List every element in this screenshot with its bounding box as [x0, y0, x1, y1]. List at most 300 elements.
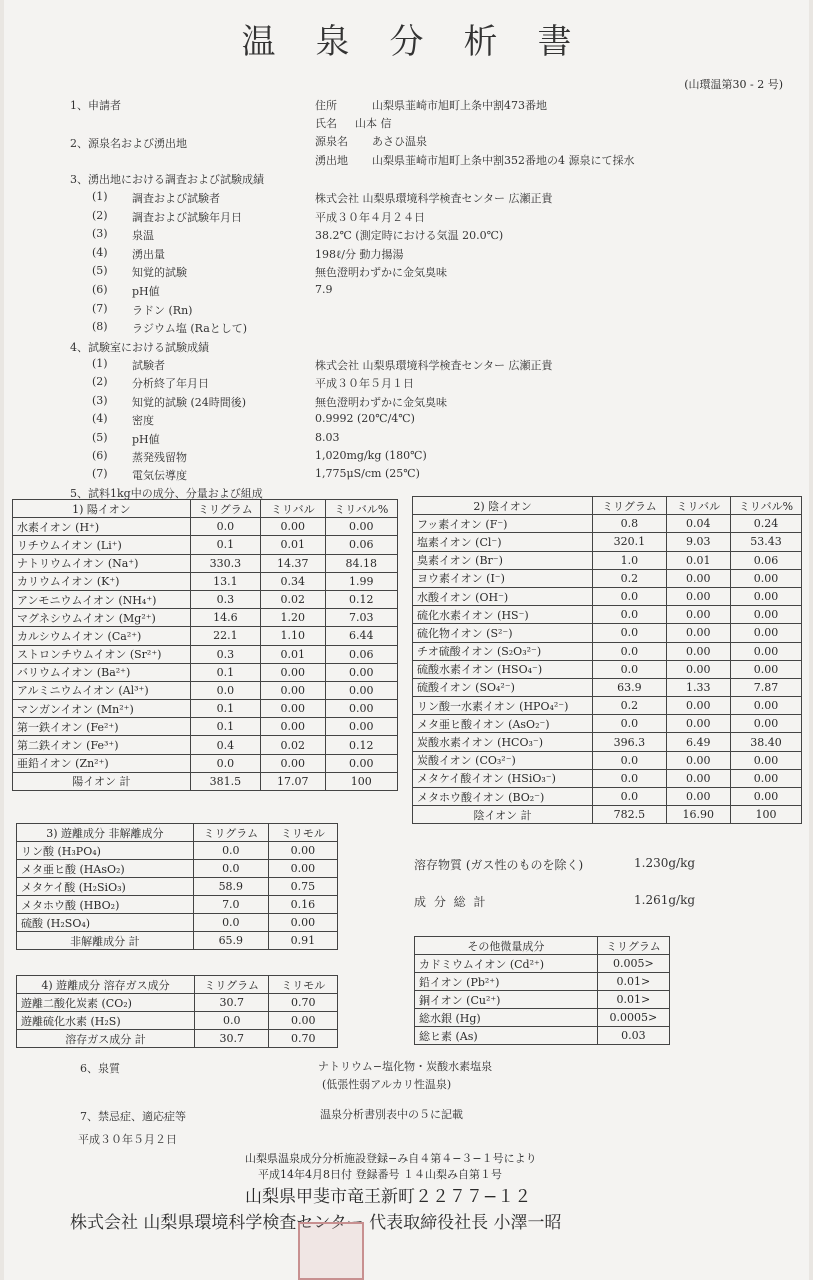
table-row: [17, 878, 338, 896]
table-row: [413, 515, 802, 533]
s4-item-number: (3): [92, 393, 108, 407]
table-row: [13, 572, 398, 590]
table-row: [17, 932, 338, 950]
table-cell: 0.00: [730, 606, 801, 624]
table-cell: 4) 遊離成分 溶存ガス成分: [17, 976, 195, 994]
table-cell: 0.0: [593, 606, 667, 624]
table-cell: 陽イオン 計: [13, 772, 191, 790]
table-cell: 9.03: [666, 533, 730, 551]
table-cell: 7.03: [325, 609, 397, 627]
s4-item-value: 平成３０年５月１日: [315, 377, 414, 391]
table-row: [13, 718, 398, 736]
table-cell: メタホウ酸 (HBO₂): [17, 896, 194, 914]
table-cell: 0.06: [325, 536, 397, 554]
grand-total-label: 成 分 総 計: [414, 895, 488, 909]
company-name: 株式会社 山梨県環境科学検査センター 代表取締役社長 小澤一昭: [70, 1213, 562, 1233]
table-row: [13, 609, 398, 627]
table-cell: バリウムイオン (Ba²⁺): [13, 663, 191, 681]
table-cell: 0.0: [593, 660, 667, 678]
table-row: [17, 914, 338, 932]
table-cell: ナトリウムイオン (Na⁺): [13, 554, 191, 572]
table-cell: 0.70: [269, 994, 338, 1012]
table-cell: 0.00: [730, 715, 801, 733]
table-cell: 0.0: [193, 914, 268, 932]
table-cell: 0.00: [666, 697, 730, 715]
table-cell: チオ硫酸イオン (S₂O₃²⁻): [413, 642, 593, 660]
table-cell: 0.12: [325, 736, 397, 754]
s3-item-number: (2): [92, 208, 108, 222]
table-row: [13, 554, 398, 572]
source-name: あさひ温泉: [372, 135, 427, 148]
section-5-heading: 5、試料1kg中の成分、分量および組成: [70, 487, 263, 500]
table-cell: 7.87: [730, 678, 801, 696]
table-cell: 330.3: [190, 554, 260, 572]
table-cell: 0.03: [597, 1027, 669, 1045]
table-cell: 0.1: [190, 663, 260, 681]
table-cell: 0.0005>: [597, 1009, 669, 1027]
table-cell: 0.00: [666, 751, 730, 769]
table-cell: 臭素イオン (Br⁻): [413, 551, 593, 569]
table-row: [17, 1012, 338, 1030]
table-cell: 17.07: [261, 772, 326, 790]
s3-item-label: pH値: [132, 285, 160, 298]
s3-item-number: (6): [92, 283, 108, 296]
table-cell: 非解離成分 計: [17, 932, 194, 950]
table-row: [415, 973, 670, 991]
table-cell: 0.0: [593, 769, 667, 787]
table-row: [17, 994, 338, 1012]
s3-item-value: 198ℓ/分 動力揚湯: [315, 247, 404, 261]
company-address: 山梨県甲斐市竜王新町２２７７−１２: [245, 1187, 532, 1207]
table-row: [17, 824, 338, 842]
table-cell: 0.1: [190, 700, 260, 718]
spring-quality: ナトリウム−塩化物・炭酸水素塩泉: [318, 1060, 493, 1073]
registration-line-2: 平成14年4月8日付 登録番号 １４山梨み自第１号: [258, 1168, 502, 1181]
table-row: [17, 976, 338, 994]
table-cell: 53.43: [730, 533, 801, 551]
source-name-label: 源泉名: [315, 135, 348, 148]
table-cell: 13.1: [190, 572, 260, 590]
table-row: [17, 860, 338, 878]
table-cell: 銅イオン (Cu²⁺): [415, 991, 598, 1009]
table-cell: 84.18: [325, 554, 397, 572]
s3-item-value: 無色澄明わずかに金気臭味: [315, 266, 447, 280]
s3-item-value: 7.9: [315, 283, 333, 296]
table-row: [13, 772, 398, 790]
table-cell: 総水銀 (Hg): [415, 1009, 598, 1027]
table-row: [13, 627, 398, 645]
table-cell: 0.0: [593, 587, 667, 605]
s3-item-number: (7): [92, 301, 108, 315]
registration-line-1: 山梨県温泉成分分析施設登録−み自４第４−３−１号により: [245, 1152, 537, 1165]
table-cell: 6.44: [325, 627, 397, 645]
table-row: [13, 754, 398, 772]
indications-note: 温泉分析書別表中の５に記載: [320, 1108, 463, 1121]
table-cell: 総ヒ素 (As): [415, 1027, 598, 1045]
table-cell: 0.01: [261, 536, 326, 554]
undissociated-table: [16, 823, 338, 950]
table-cell: 396.3: [593, 733, 667, 751]
table-row: [413, 788, 802, 806]
table-cell: 0.00: [730, 642, 801, 660]
anion-table: [412, 496, 802, 824]
table-cell: ミリグラム: [193, 824, 268, 842]
table-cell: ミリバル%: [730, 497, 801, 515]
table-cell: 0.00: [325, 663, 397, 681]
table-cell: 7.0: [193, 896, 268, 914]
s3-item-value: 株式会社 山梨県環境科学検査センター 広瀬正貴: [315, 192, 553, 205]
table-cell: 0.0: [194, 1012, 268, 1030]
table-cell: 63.9: [593, 678, 667, 696]
table-cell: 0.1: [190, 718, 260, 736]
table-cell: 0.16: [268, 896, 337, 914]
s4-item-value: 0.9992 (20℃/4℃): [315, 412, 415, 426]
s4-item-label: 密度: [132, 414, 154, 428]
table-cell: 0.0: [190, 518, 260, 536]
s3-item-label: ラドン (Rn): [132, 303, 193, 317]
table-cell: 3) 遊離成分 非解離成分: [17, 824, 194, 842]
applicant-name-label: 氏名: [315, 117, 337, 130]
table-cell: 100: [325, 772, 397, 790]
trace-components-table: [414, 936, 670, 1045]
table-row: [413, 715, 802, 733]
table-cell: 0.00: [325, 518, 397, 536]
table-cell: 0.01: [261, 645, 326, 663]
document-title: 温泉分析書: [241, 22, 612, 62]
table-cell: 0.3: [190, 590, 260, 608]
table-cell: 0.06: [325, 645, 397, 663]
table-cell: 0.00: [666, 624, 730, 642]
table-cell: 第二鉄イオン (Fe³⁺): [13, 736, 191, 754]
s4-item-value: 1,020mg/kg (180℃): [315, 449, 427, 462]
table-row: [13, 681, 398, 699]
table-cell: 0.02: [261, 590, 326, 608]
table-cell: 0.00: [261, 518, 326, 536]
grand-total-value: 1.261g/kg: [634, 893, 696, 907]
table-cell: 第一鉄イオン (Fe²⁺): [13, 718, 191, 736]
applicant-name: 山本 信: [355, 117, 392, 130]
table-cell: ストロンチウムイオン (Sr²⁺): [13, 645, 191, 663]
table-cell: 1.33: [666, 678, 730, 696]
table-cell: 14.6: [190, 609, 260, 627]
table-cell: 0.3: [190, 645, 260, 663]
table-cell: 0.8: [593, 515, 667, 533]
table-cell: 0.01>: [597, 991, 669, 1009]
table-cell: 0.00: [666, 642, 730, 660]
table-cell: 0.00: [730, 587, 801, 605]
s4-item-number: (5): [92, 430, 108, 444]
table-row: [17, 1030, 338, 1048]
table-cell: 58.9: [193, 878, 268, 896]
table-cell: ミリグラム: [597, 937, 669, 955]
table-cell: リチウムイオン (Li⁺): [13, 536, 191, 554]
table-cell: 0.01: [666, 551, 730, 569]
table-cell: 0.00: [666, 715, 730, 733]
table-row: [13, 736, 398, 754]
table-cell: カリウムイオン (K⁺): [13, 572, 191, 590]
s4-item-number: (6): [92, 449, 108, 462]
table-cell: メタホウ酸イオン (BO₂⁻): [413, 788, 593, 806]
table-cell: 遊離二酸化炭素 (CO₂): [17, 994, 195, 1012]
table-cell: 0.0: [593, 624, 667, 642]
table-cell: 0.00: [325, 681, 397, 699]
table-cell: 0.0: [593, 642, 667, 660]
table-cell: 0.00: [268, 914, 337, 932]
table-cell: 0.00: [268, 860, 337, 878]
table-row: [413, 533, 802, 551]
cation-table: [12, 499, 398, 791]
table-cell: 0.0: [190, 681, 260, 699]
table-cell: 陰イオン 計: [413, 806, 593, 824]
table-cell: アルミニウムイオン (Al³⁺): [13, 681, 191, 699]
table-cell: 2) 陰イオン: [413, 497, 593, 515]
table-cell: 1.99: [325, 572, 397, 590]
table-row: [13, 518, 398, 536]
table-cell: ミリモル: [269, 976, 338, 994]
table-row: [413, 733, 802, 751]
table-row: [13, 590, 398, 608]
table-row: [415, 955, 670, 973]
s3-item-label: 湧出量: [132, 247, 165, 261]
table-cell: フッ素イオン (F⁻): [413, 515, 593, 533]
s3-item-number: (4): [92, 245, 108, 259]
table-row: [413, 569, 802, 587]
table-row: [413, 769, 802, 787]
table-cell: 0.0: [190, 754, 260, 772]
table-cell: 0.12: [325, 590, 397, 608]
table-cell: 0.34: [261, 572, 326, 590]
s3-item-number: (1): [92, 190, 108, 203]
table-cell: 0.00: [730, 788, 801, 806]
table-row: [413, 551, 802, 569]
table-row: [13, 645, 398, 663]
table-cell: リン酸一水素イオン (HPO₄²⁻): [413, 697, 593, 715]
table-row: [17, 842, 338, 860]
section-2-heading: 2、源泉名および湧出地: [70, 137, 187, 150]
table-cell: 0.00: [268, 842, 337, 860]
table-cell: 65.9: [193, 932, 268, 950]
table-cell: 782.5: [593, 806, 667, 824]
s4-item-label: 知覚的試験 (24時間後): [132, 395, 247, 409]
table-cell: メタケイ酸 (H₂SiO₃): [17, 878, 194, 896]
table-cell: メタケイ酸イオン (HSiO₃⁻): [413, 769, 593, 787]
table-cell: 30.7: [194, 1030, 268, 1048]
table-cell: ミリバル: [261, 500, 326, 518]
table-cell: 0.00: [730, 769, 801, 787]
table-row: [413, 751, 802, 769]
table-row: [413, 624, 802, 642]
table-cell: 0.24: [730, 515, 801, 533]
section-7-heading: 7、禁忌症、適応症等: [80, 1110, 186, 1123]
s4-item-value: 株式会社 山梨県環境科学検査センター 広瀬正貴: [315, 359, 553, 372]
table-cell: 30.7: [194, 994, 268, 1012]
s4-item-label: pH値: [132, 432, 160, 446]
table-cell: 0.0: [193, 842, 268, 860]
table-cell: 0.91: [268, 932, 337, 950]
table-cell: 0.2: [593, 697, 667, 715]
table-cell: 0.00: [666, 769, 730, 787]
table-row: [13, 663, 398, 681]
table-cell: 塩素イオン (Cl⁻): [413, 533, 593, 551]
table-cell: ミリモル: [268, 824, 337, 842]
table-cell: 0.00: [730, 697, 801, 715]
table-cell: 0.0: [593, 751, 667, 769]
table-cell: ミリグラム: [190, 500, 260, 518]
table-row: [413, 697, 802, 715]
table-cell: 38.40: [730, 733, 801, 751]
table-cell: 1) 陽イオン: [13, 500, 191, 518]
table-cell: 0.00: [730, 624, 801, 642]
s4-item-label: 試験者: [132, 359, 165, 372]
table-cell: 100: [730, 806, 801, 824]
section-3-heading: 3、湧出地における調査および試験成績: [70, 173, 264, 186]
s3-item-label: 調査および試験者: [132, 192, 220, 205]
s3-item-label: 泉温: [132, 229, 154, 243]
table-row: [413, 678, 802, 696]
table-cell: 0.02: [261, 736, 326, 754]
table-cell: 14.37: [261, 554, 326, 572]
table-cell: 0.00: [261, 700, 326, 718]
table-row: [413, 660, 802, 678]
s3-item-number: (8): [92, 320, 108, 334]
table-cell: 0.70: [269, 1030, 338, 1048]
table-cell: 1.10: [261, 627, 326, 645]
table-cell: カルシウムイオン (Ca²⁺): [13, 627, 191, 645]
table-cell: 0.0: [193, 860, 268, 878]
table-cell: 0.04: [666, 515, 730, 533]
table-cell: ミリバル: [666, 497, 730, 515]
source-location-label: 湧出地: [315, 154, 348, 167]
table-row: [413, 806, 802, 824]
s3-item-value: 38.2℃ (測定時における気温 20.0℃): [315, 229, 504, 243]
s3-item-label: ラジウム塩 (Raとして): [132, 322, 248, 336]
table-cell: 0.0: [593, 788, 667, 806]
table-cell: 0.2: [593, 569, 667, 587]
table-cell: 硫酸水素イオン (HSO₄⁻): [413, 660, 593, 678]
s4-item-number: (7): [92, 467, 108, 481]
table-row: [413, 497, 802, 515]
table-cell: 0.00: [261, 718, 326, 736]
table-cell: 0.00: [269, 1012, 338, 1030]
table-cell: 1.0: [593, 551, 667, 569]
reference-number: (山環温第30 - 2 号): [684, 78, 783, 91]
s4-item-value: 8.03: [315, 430, 340, 444]
table-row: [415, 1027, 670, 1045]
table-cell: メタ亜ヒ酸 (HAsO₂): [17, 860, 194, 878]
table-cell: 遊離硫化水素 (H₂S): [17, 1012, 195, 1030]
issue-date: 平成３０年５月２日: [78, 1133, 177, 1146]
s3-item-value: 平成３０年４月２４日: [315, 210, 425, 224]
table-cell: 0.00: [261, 663, 326, 681]
table-cell: 炭酸水素イオン (HCO₃⁻): [413, 733, 593, 751]
table-cell: 0.00: [666, 660, 730, 678]
table-row: [413, 606, 802, 624]
table-cell: 硫酸 (H₂SO₄): [17, 914, 194, 932]
table-cell: 亜鉛イオン (Zn²⁺): [13, 754, 191, 772]
applicant-address-label: 住所: [315, 99, 337, 112]
s4-item-value: 1,775μS/cm (25℃): [315, 467, 420, 481]
s4-item-label: 蒸発残留物: [132, 451, 187, 464]
table-cell: 鉛イオン (Pb²⁺): [415, 973, 598, 991]
table-cell: 0.00: [261, 754, 326, 772]
table-cell: 0.00: [666, 606, 730, 624]
table-cell: 0.01>: [597, 973, 669, 991]
table-cell: 硫化物イオン (S²⁻): [413, 624, 593, 642]
table-cell: 1.20: [261, 609, 326, 627]
table-cell: 22.1: [190, 627, 260, 645]
spring-quality-sub: (低張性弱アルカリ性温泉): [322, 1078, 452, 1091]
s4-item-label: 電気伝導度: [132, 469, 187, 483]
table-cell: 0.75: [268, 878, 337, 896]
table-cell: 0.00: [325, 718, 397, 736]
table-row: [413, 587, 802, 605]
dissolved-matter-value: 1.230g/kg: [634, 856, 696, 870]
table-cell: 0.1: [190, 536, 260, 554]
table-cell: 0.00: [261, 681, 326, 699]
table-cell: 0.00: [730, 751, 801, 769]
table-cell: 0.005>: [597, 955, 669, 973]
table-cell: 0.00: [325, 754, 397, 772]
table-cell: 0.00: [666, 569, 730, 587]
table-row: [413, 642, 802, 660]
table-cell: その他微量成分: [415, 937, 598, 955]
s4-item-number: (2): [92, 375, 108, 389]
section-4-heading: 4、試験室における試験成績: [70, 341, 209, 354]
table-cell: アンモニウムイオン (NH₄⁺): [13, 590, 191, 608]
section-1-heading: 1、申請者: [70, 99, 121, 112]
table-cell: 320.1: [593, 533, 667, 551]
table-cell: 0.4: [190, 736, 260, 754]
dissolved-gas-table: [16, 975, 338, 1048]
table-cell: メタ亜ヒ酸イオン (AsO₂⁻): [413, 715, 593, 733]
table-cell: 0.00: [666, 788, 730, 806]
table-cell: ミリグラム: [194, 976, 268, 994]
s3-item-label: 知覚的試験: [132, 266, 187, 280]
table-cell: 0.00: [730, 660, 801, 678]
applicant-address: 山梨県韮崎市旭町上条中割473番地: [372, 99, 547, 112]
table-cell: 16.90: [666, 806, 730, 824]
table-cell: 水素イオン (H⁺): [13, 518, 191, 536]
company-seal-stamp: [298, 1222, 364, 1280]
table-row: [13, 700, 398, 718]
s4-item-number: (1): [92, 357, 108, 370]
section-6-heading: 6、泉質: [80, 1062, 120, 1075]
table-cell: 硫化水素イオン (HS⁻): [413, 606, 593, 624]
table-cell: 381.5: [190, 772, 260, 790]
table-cell: カドミウムイオン (Cd²⁺): [415, 955, 598, 973]
table-row: [13, 536, 398, 554]
table-cell: 0.00: [666, 587, 730, 605]
s4-item-value: 無色澄明わずかに金気臭味: [315, 395, 447, 409]
table-cell: ミリグラム: [593, 497, 667, 515]
s3-item-number: (3): [92, 227, 108, 241]
s3-item-number: (5): [92, 264, 108, 278]
table-cell: 0.00: [325, 700, 397, 718]
table-cell: 0.06: [730, 551, 801, 569]
table-cell: 硫酸イオン (SO₄²⁻): [413, 678, 593, 696]
table-row: [415, 991, 670, 1009]
table-cell: 0.0: [593, 715, 667, 733]
source-location: 山梨県韮崎市旭町上条中割352番地の4 源泉にて採水: [372, 154, 635, 167]
s4-item-number: (4): [92, 412, 108, 426]
table-cell: ミリバル%: [325, 500, 397, 518]
dissolved-matter-label: 溶存物質 (ガス性のものを除く): [414, 858, 584, 872]
table-cell: 0.00: [730, 569, 801, 587]
table-row: [13, 500, 398, 518]
table-row: [17, 896, 338, 914]
table-cell: マグネシウムイオン (Mg²⁺): [13, 609, 191, 627]
table-row: [415, 937, 670, 955]
